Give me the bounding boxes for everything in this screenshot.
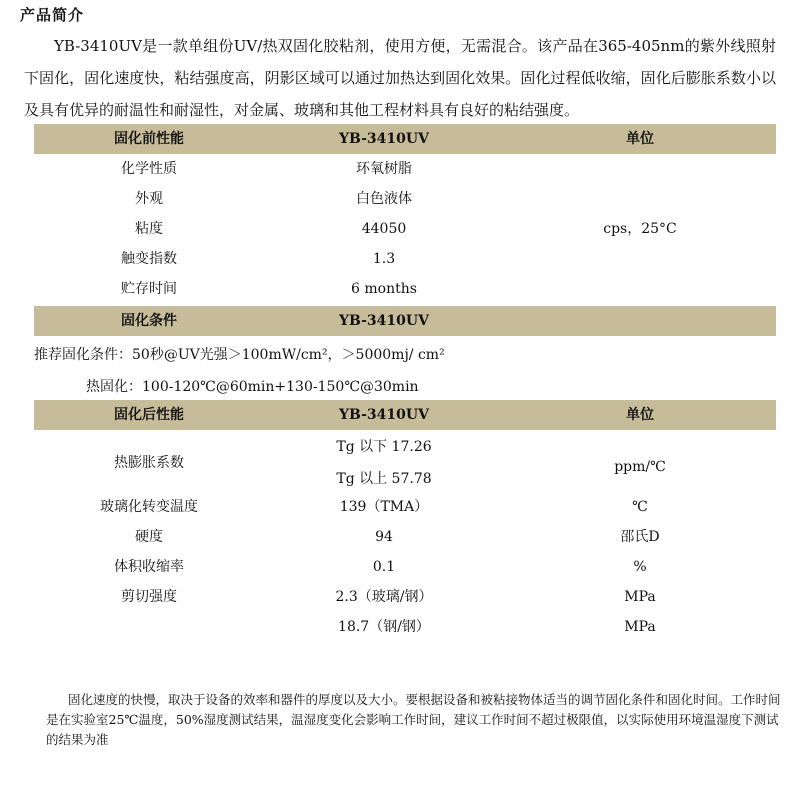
header-unit: 单位 [626,131,654,147]
header-property: 固化前性能 [114,131,184,147]
property-unit: % [633,559,647,575]
table-row [34,154,776,184]
property-label: 硬度 [135,529,163,545]
property-label: 贮存时间 [121,281,177,297]
property-value: 1.3 [372,251,396,267]
header-unit: 单位 [626,407,654,423]
property-value: 18.7（钢/钢） [338,619,430,635]
property-label: 外观 [135,191,163,207]
property-unit: cps，25°C [603,221,677,237]
property-unit: ppm/℃ [614,459,666,475]
table-row [34,582,776,612]
property-label: 剪切强度 [121,589,177,605]
table-row [34,522,776,552]
pre-cure-header [34,124,776,154]
product-intro: YB-3410UV是一款单组份UV/热双固化胶粘剂，使用方便，无需混合。该产品在365-405nm的紫外线照射下固化，固化速度快，粘结强度高，阴影区域可以通过加热达到固化效果。固化过程低收缩，固化后膨胀系数小以及具有优异的耐温性和耐湿性，对金属、玻璃和其他工程材料具有良好的粘结强度。 [24,37,776,119]
property-unit: ℃ [632,499,648,515]
heat-cure-condition: 热固化：100-120℃@60min+130-150℃@30min [86,379,419,395]
property-label: 化学性质 [121,161,177,177]
table-row [34,244,776,274]
table-row [34,214,776,244]
header-property: 固化后性能 [114,407,184,423]
footer-note: 固化速度的快慢，取决于设备的效率和器件的厚度以及大小。要根据设备和被粘接物体适当的调节固化条件和固化时间。工作时间是在实验室25℃温度，50%湿度测试结果，温湿度变化会影响工作时间，建议工作时间不超过极限值，以实际使用环境温湿度下测试的结果为准 [46,692,781,747]
property-label: 触变指数 [121,251,177,267]
property-value: 0.1 [372,559,396,575]
header-product: YB-3410UV [339,407,429,423]
property-label: 体积收缩率 [114,559,184,575]
table-row [34,184,776,214]
table-row [34,612,776,642]
header-product: YB-3410UV [339,313,429,329]
table-row [34,274,776,304]
property-label: 玻璃化转变温度 [100,499,198,515]
property-label: 热膨胀系数 [114,455,184,471]
cure-conditions-header [34,306,776,336]
uv-cure-condition: 推荐固化条件：50秒@UV光强＞100mW/cm²，＞5000mj/ cm² [34,347,445,363]
property-label: 粘度 [135,221,163,237]
property-value: 94 [375,529,393,545]
property-value: 139（TMA） [339,499,429,515]
property-value: Tg 以上 57.78 [336,471,432,487]
property-unit: MPa [624,589,656,605]
table-row [34,492,776,522]
property-value: 44050 [361,221,407,237]
property-unit: 邵氏D [620,529,660,545]
header-property: 固化条件 [121,313,177,329]
page-title: 产品简介 [20,6,85,24]
property-value: 2.3（玻璃/钢） [335,589,433,605]
post-cure-header [34,400,776,430]
table-row [34,432,776,494]
header-product: YB-3410UV [339,131,429,147]
property-value: Tg 以下 17.26 [336,439,432,455]
property-unit: MPa [624,619,656,635]
property-value: 6 months [351,281,417,297]
table-row [34,552,776,582]
property-value: 环氧树脂 [356,161,412,177]
property-value: 白色液体 [356,191,412,207]
